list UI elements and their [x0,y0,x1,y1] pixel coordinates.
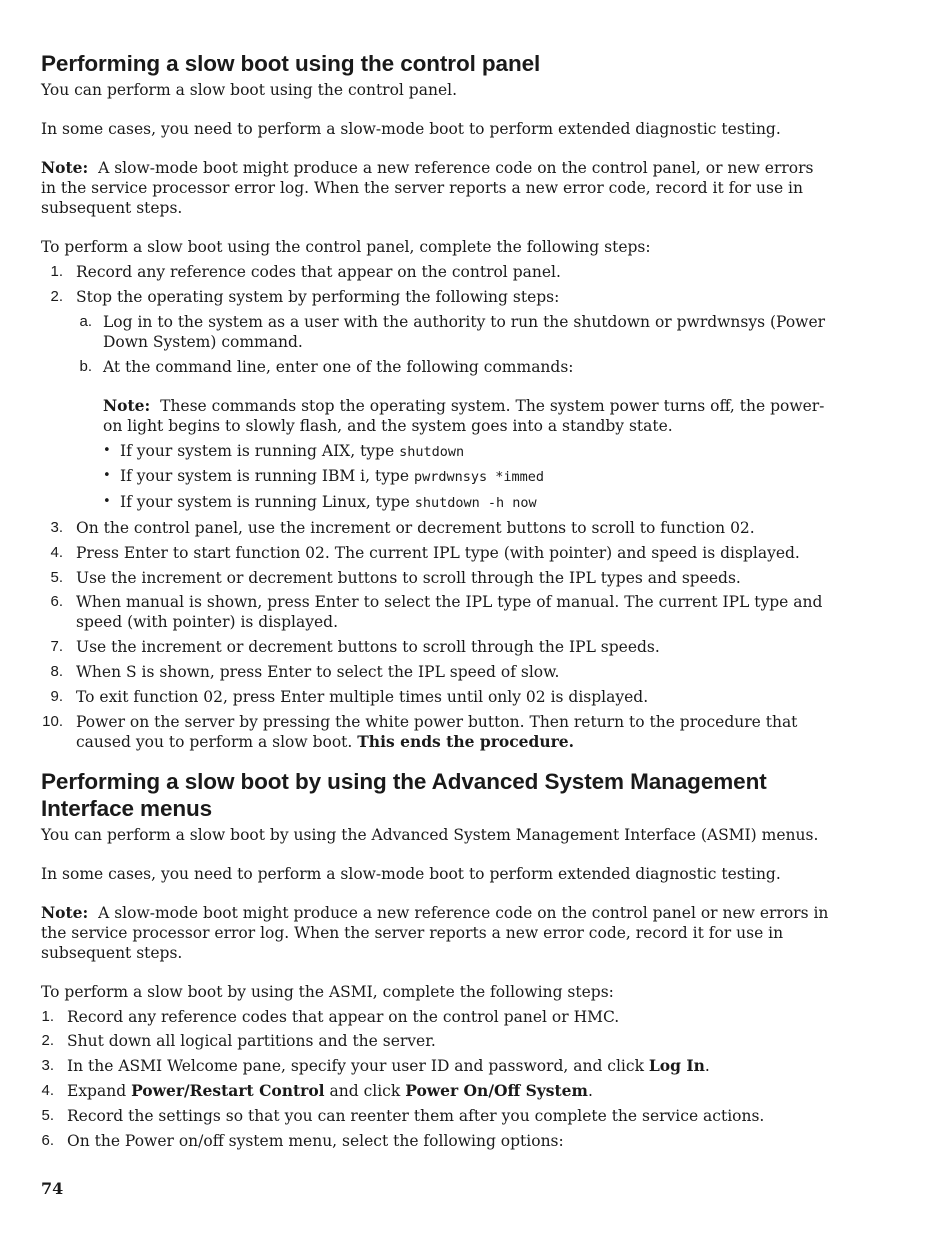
list-item: 2. Stop the operating system by performing the following steps: a. Log in to the system as a user with the authority to run the shutdown or pwrdwnsys (Power Down System) command. b. At the command line, enter one of the following commands: Note: These commands stop the operating system. The system power turns off, the power-on light begins to slowly flash, and the system goes into a standby state. • If your system is running AIX, type shutdown • If your system is running IBM i, type pwrdwnsys *immed • If your system is running Linux, type shutdown -h now [41,287,831,513]
section-intro: You can perform a slow boot by using the Advanced System Management Interface (ASMI) menus. [41,825,819,844]
document-page [41,50,831,1155]
section-intro: You can perform a slow boot using the control panel. [41,81,458,99]
command-text: shutdown -h now [414,495,537,512]
note-label: Note: [103,395,151,415]
note-text: A slow-mode boot might produce a new reference code on the control panel or new errors in the service processor error log. When the server reports a new error code, record it for use in subsequent steps. [41,903,829,962]
list-item: 8. When S is shown, press Enter to select the IPL speed of slow. [50,662,560,681]
list-item: 10. Power on the server by pressing the white power button. Then return to the procedure that caused you to perform a slow boot. This ends the procedure. [42,712,798,751]
list-item: 7. Use the increment or decrement buttons to scroll through the IPL speeds. [50,638,660,657]
list-item: • If your system is running Linux, type shutdown -h now [103,492,831,513]
list-item: 4. Expand Power/Restart Control and click Power On/Off System. [41,1080,593,1100]
section-context: In some cases, you need to perform a slow-mode boot to perform extended diagnostic testing. [41,864,781,883]
note-paragraph: Note: These commands stop the operating system. The system power turns off, the power-on light begins to slowly flash, and the system goes into a standby state. [103,395,825,435]
steps-list-control-panel [41,262,831,752]
list-item: 6. On the Power on/off system menu, select the following options: [41,1131,564,1150]
list-item: 5. Record the settings so that you can reenter them after you complete the service actions. [41,1106,765,1125]
steps-lead: To perform a slow boot by using the ASMI, complete the following steps: [41,982,614,1001]
list-item: 4. Press Enter to start function 02. The current IPL type (with pointer) and speed is displayed. [50,543,800,562]
list-item: 5. Use the increment or decrement buttons to scroll through the IPL types and speeds. [50,568,741,587]
list-item: 3. On the control panel, use the increment or decrement buttons to scroll to function 02. [50,518,755,537]
command-bullet-list [103,441,831,514]
note-label: Note: [41,902,89,922]
section-context: In some cases, you need to perform a slow-mode boot to perform extended diagnostic testing. [41,120,781,138]
note-paragraph [41,903,831,963]
note-paragraph [41,158,831,218]
steps-list-asmi [41,1007,831,1151]
substeps-list [76,312,831,513]
note-text: A slow-mode boot might produce a new reference code on the control panel, or new errors in the service processor error log. When the server reports a new error code, record it for use in subsequent steps. [41,159,814,217]
list-item: 2. Shut down all logical partitions and the server. [41,1032,436,1051]
list-item: a. Log in to the system as a user with the authority to run the shutdown or pwrdwnsys (Power Down System) command. [79,312,826,351]
page-number: 74 [41,1179,64,1198]
list-item: 6. When manual is shown, press Enter to select the IPL type of manual. The current IPL type and speed (with pointer) is displayed. [50,593,823,632]
command-text: shutdown [399,443,465,460]
section-title-asmi: Performing a slow boot by using the Advanced System Management Interface menus [41,768,767,821]
section-title-control-panel: Performing a slow boot using the control panel [41,51,541,76]
list-item: 3. In the ASMI Welcome pane, specify your user ID and password, and click Log In. [41,1056,710,1076]
list-item: 1. Record any reference codes that appear on the control panel. [50,263,561,281]
command-text: pwrdwnsys *immed [414,469,545,486]
list-item: b. At the command line, enter one of the following commands: Note: These commands stop the operating system. The system power turns off, the power-on light begins to slowly flash, and the system goes into a standby state. • If your system is running AIX, type shutdown • If your system is running IBM i, type pwrdwnsys *immed • If your system is running Linux, type shutdown -h now [76,357,831,514]
list-item: 1. Record any reference codes that appear on the control panel or HMC. [41,1007,620,1026]
list-item: 9. To exit function 02, press Enter multiple times until only 02 is displayed. [50,687,649,706]
steps-lead: To perform a slow boot using the control panel, complete the following steps: [41,238,651,256]
list-item: • If your system is running AIX, type shutdown [103,441,831,462]
note-label: Note: [41,158,89,177]
list-item: • If your system is running IBM i, type pwrdwnsys *immed [103,466,831,487]
